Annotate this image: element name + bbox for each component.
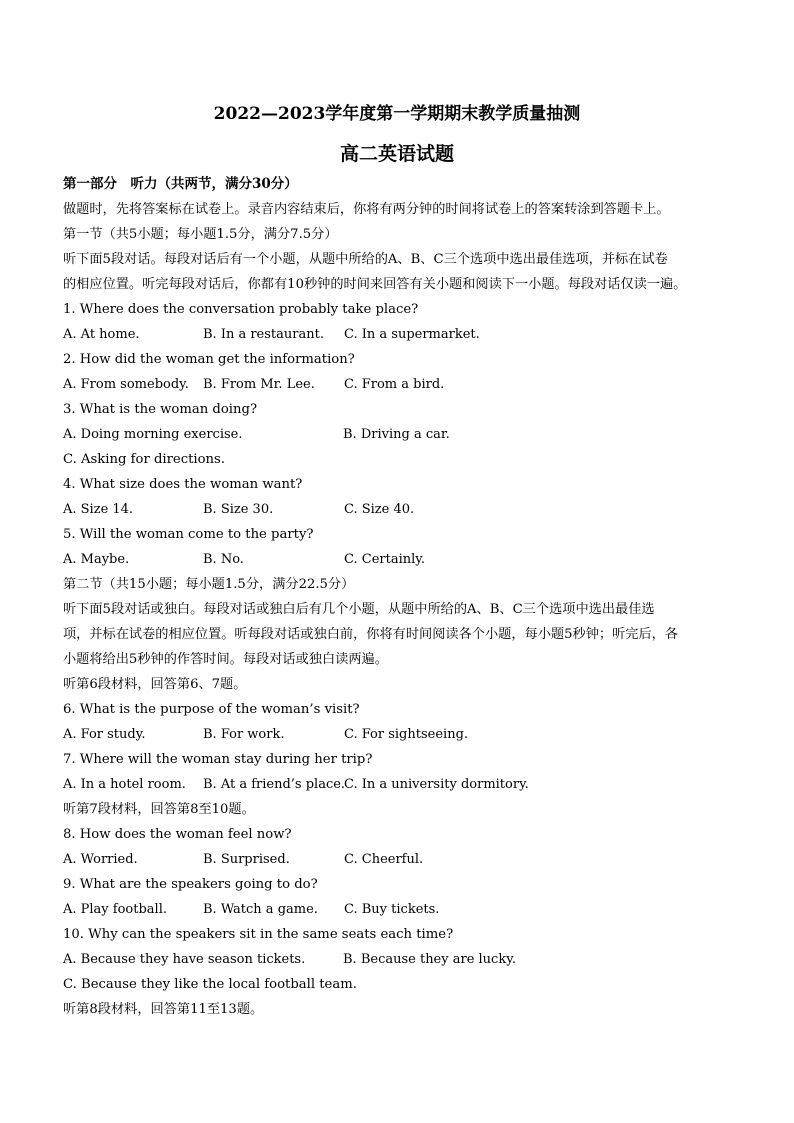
option-b: B. No. xyxy=(203,552,244,567)
option-a: A. From somebody. xyxy=(63,377,189,392)
section2-instructions: 听下面5段对话或独白。每段对话或独白后有几个小题，从题中所给的A、B、C三个选项中选出最佳选 xyxy=(63,602,655,617)
option-b: B. Size 30. xyxy=(203,502,274,517)
exam-title: 2022—2023学年度第一学期期末教学质量抽测 xyxy=(213,104,581,124)
option-b: B. Driving a car. xyxy=(343,427,450,442)
question-4: 4. What size does the woman want? xyxy=(63,477,303,492)
part1-intro: 做题时，先将答案标在试卷上。录音内容结束后，你将有两分钟的时间将试卷上的答案转涂到答题卡上。 xyxy=(63,202,670,217)
section2-instructions: 小题将给出5秒钟的作答时间。每段对话或独白读两遍。 xyxy=(63,652,388,667)
question-9: 9. What are the speakers going to do? xyxy=(63,877,318,892)
option-a: A. In a hotel room. xyxy=(63,777,186,792)
option-a: A. Because they have season tickets. xyxy=(63,952,306,967)
option-c: C. From a bird. xyxy=(344,377,445,392)
material-8-note: 听第8段材料，回答第11至13题。 xyxy=(63,1002,264,1017)
option-a: A. Size 14. xyxy=(63,502,134,517)
option-c: C. Because they like the local football team. xyxy=(63,977,357,992)
question-7-options xyxy=(63,772,733,797)
question-4-options xyxy=(63,497,733,522)
option-b: B. From Mr. Lee. xyxy=(203,377,315,392)
question-5: 5. Will the woman come to the party? xyxy=(63,527,314,542)
question-3: 3. What is the woman doing? xyxy=(63,402,258,417)
option-a: A. Maybe. xyxy=(63,552,130,567)
material-7-note: 听第7段材料，回答第8至10题。 xyxy=(63,802,255,817)
question-10-options xyxy=(63,947,733,972)
option-b: B. At a friend’s place. xyxy=(203,777,346,792)
option-c: C. In a supermarket. xyxy=(344,327,480,342)
option-b: B. Watch a game. xyxy=(203,902,318,917)
question-8: 8. How does the woman feel now? xyxy=(63,827,292,842)
option-c: C. Cheerful. xyxy=(344,852,424,867)
option-c: C. Buy tickets. xyxy=(344,902,440,917)
section1-instructions: 听下面5段对话。每段对话后有一个小题，从题中所给的A、B、C三个选项中选出最佳选项，并标在试卷 xyxy=(63,252,668,267)
option-b: B. In a restaurant. xyxy=(203,327,324,342)
question-1: 1. Where does the conversation probably take place? xyxy=(63,302,419,317)
option-b: B. Because they are lucky. xyxy=(343,952,516,967)
question-9-options xyxy=(63,897,733,922)
section2-instructions: 项，并标在试卷的相应位置。听每段对话或独白前，你将有时间阅读各个小题，每小题5秒钟；听完后，各 xyxy=(63,627,679,642)
question-10: 10. Why can the speakers sit in the same seats each time? xyxy=(63,927,454,942)
option-b: B. Surprised. xyxy=(203,852,290,867)
option-c: C. Certainly. xyxy=(344,552,426,567)
exam-content xyxy=(63,172,733,1022)
material-6-note: 听第6段材料，回答第6、7题。 xyxy=(63,677,247,692)
option-a: A. At home. xyxy=(63,327,140,342)
option-b: B. For work. xyxy=(203,727,285,742)
question-2-options xyxy=(63,372,733,397)
question-7: 7. Where will the woman stay during her trip? xyxy=(63,752,373,767)
question-8-options xyxy=(63,847,733,872)
option-a: A. Doing morning exercise. xyxy=(63,427,243,442)
option-a: A. For study. xyxy=(63,727,146,742)
question-1-options xyxy=(63,322,733,347)
question-2: 2. How did the woman get the information? xyxy=(63,352,355,367)
section1-instructions: 的相应位置。听完每段对话后，你都有10秒钟的时间来回答有关小题和阅读下一小题。每段对话仅读一遍。 xyxy=(63,277,687,292)
option-c: C. Asking for directions. xyxy=(63,452,226,467)
section1-heading: 第一节（共5小题；每小题1.5分，满分7.5分） xyxy=(63,227,338,242)
option-a: A. Play football. xyxy=(63,902,167,917)
part1-heading: 第一部分 听力（共两节，满分30分） xyxy=(63,176,298,192)
option-c: C. For sightseeing. xyxy=(344,727,469,742)
section2-heading: 第二节（共15小题；每小题1.5分，满分22.5分） xyxy=(63,577,355,592)
option-a: A. Worried. xyxy=(63,852,138,867)
question-3-options xyxy=(63,422,733,447)
option-c: C. In a university dormitory. xyxy=(344,777,529,792)
question-6: 6. What is the purpose of the woman’s visit? xyxy=(63,702,360,717)
exam-subtitle: 高二英语试题 xyxy=(339,143,454,165)
question-6-options xyxy=(63,722,733,747)
question-5-options xyxy=(63,547,733,572)
option-c: C. Size 40. xyxy=(344,502,415,517)
